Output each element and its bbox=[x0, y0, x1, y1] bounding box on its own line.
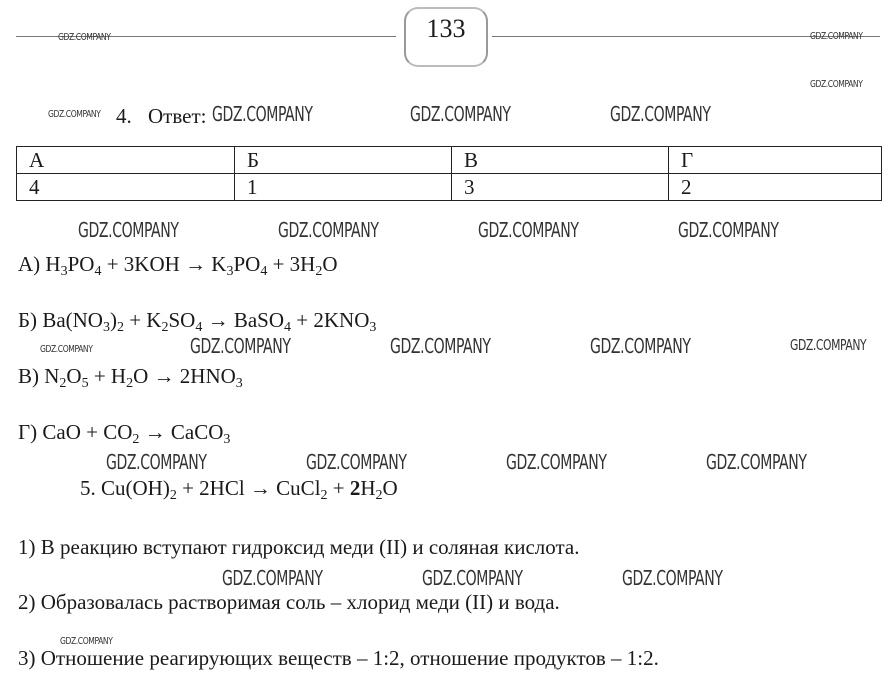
watermark: GDZ.COMPANY bbox=[706, 450, 807, 474]
equation-b-prefix: Б) bbox=[18, 308, 43, 332]
table-header-cell: Г bbox=[669, 147, 882, 174]
equation-g-prefix: Г) bbox=[18, 420, 43, 444]
equation-v-prefix: В) bbox=[18, 364, 45, 388]
watermark: GDZ.COMPANY bbox=[810, 79, 863, 90]
watermark: GDZ.COMPANY bbox=[610, 102, 711, 126]
equation-a: А) $H_3PO_4 + 3KOH \to K_3PO_4 + 3H_2O$ bbox=[18, 252, 338, 279]
watermark: GDZ.COMPANY bbox=[622, 566, 723, 590]
statement-3: 3) Отношение реагирующих веществ – 1:2, отношение продуктов – 1:2. bbox=[18, 646, 659, 670]
watermark: GDZ.COMPANY bbox=[190, 334, 291, 358]
watermark: GDZ.COMPANY bbox=[40, 344, 93, 355]
task5-number: 5. bbox=[80, 476, 96, 500]
watermark: GDZ.COMPANY bbox=[678, 218, 779, 242]
answer-table bbox=[16, 146, 882, 201]
table-header-cell: Б bbox=[235, 147, 452, 174]
task4-answer-label: Ответ: bbox=[148, 104, 207, 128]
table-value-cell: 3 bbox=[452, 174, 669, 201]
page-number: 133 bbox=[426, 14, 466, 43]
equation-g: Г) CaO + $CO_2$ → CaCO$_3$ bbox=[18, 420, 231, 447]
equation-v: В) $N_2O_5 + H_2O \to 2HNO_3$ bbox=[18, 364, 243, 391]
equation-a-prefix: А) bbox=[18, 252, 46, 276]
watermark: GDZ.COMPANY bbox=[422, 566, 523, 590]
table-value-cell: 1 bbox=[235, 174, 452, 201]
answer-table-value-row bbox=[17, 174, 882, 201]
task4-number: 4. bbox=[116, 104, 132, 128]
watermark: GDZ.COMPANY bbox=[78, 218, 179, 242]
statement-2: 2) Образовалась растворимая соль – хлорид меди (II) и вода. bbox=[18, 590, 560, 614]
watermark: GDZ.COMPANY bbox=[212, 102, 313, 126]
answer-table-header-row bbox=[17, 147, 882, 174]
watermark: GDZ.COMPANY bbox=[390, 334, 491, 358]
watermark: GDZ.COMPANY bbox=[60, 636, 113, 647]
watermark: GDZ.COMPANY bbox=[48, 109, 101, 120]
watermark: GDZ.COMPANY bbox=[106, 450, 207, 474]
task5-equation: 5. $Cu(OH)_2 + 2HCl$ → CuCl$_2$ + $2H_2O$ bbox=[80, 476, 398, 503]
table-header-cell: А bbox=[17, 147, 235, 174]
watermark: GDZ.COMPANY bbox=[58, 32, 111, 43]
watermark: GDZ.COMPANY bbox=[306, 450, 407, 474]
table-value-cell: 2 bbox=[669, 174, 882, 201]
watermark: GDZ.COMPANY bbox=[506, 450, 607, 474]
watermark: GDZ.COMPANY bbox=[790, 336, 867, 354]
watermark: GDZ.COMPANY bbox=[222, 566, 323, 590]
table-header-cell: В bbox=[452, 147, 669, 174]
statement-1: 1) В реакцию вступают гидроксид меди (II) и соляная кислота. bbox=[18, 535, 580, 559]
watermark: GDZ.COMPANY bbox=[410, 102, 511, 126]
watermark: GDZ.COMPANY bbox=[278, 218, 379, 242]
watermark: GDZ.COMPANY bbox=[590, 334, 691, 358]
watermark: GDZ.COMPANY bbox=[478, 218, 579, 242]
watermark: GDZ.COMPANY bbox=[810, 31, 863, 42]
table-value-cell: 4 bbox=[17, 174, 235, 201]
equation-b: Б) $Ba(NO_3)_2 + K_2SO_4$ → BaSO$_4$ + $2KNO_3$ bbox=[18, 308, 377, 335]
